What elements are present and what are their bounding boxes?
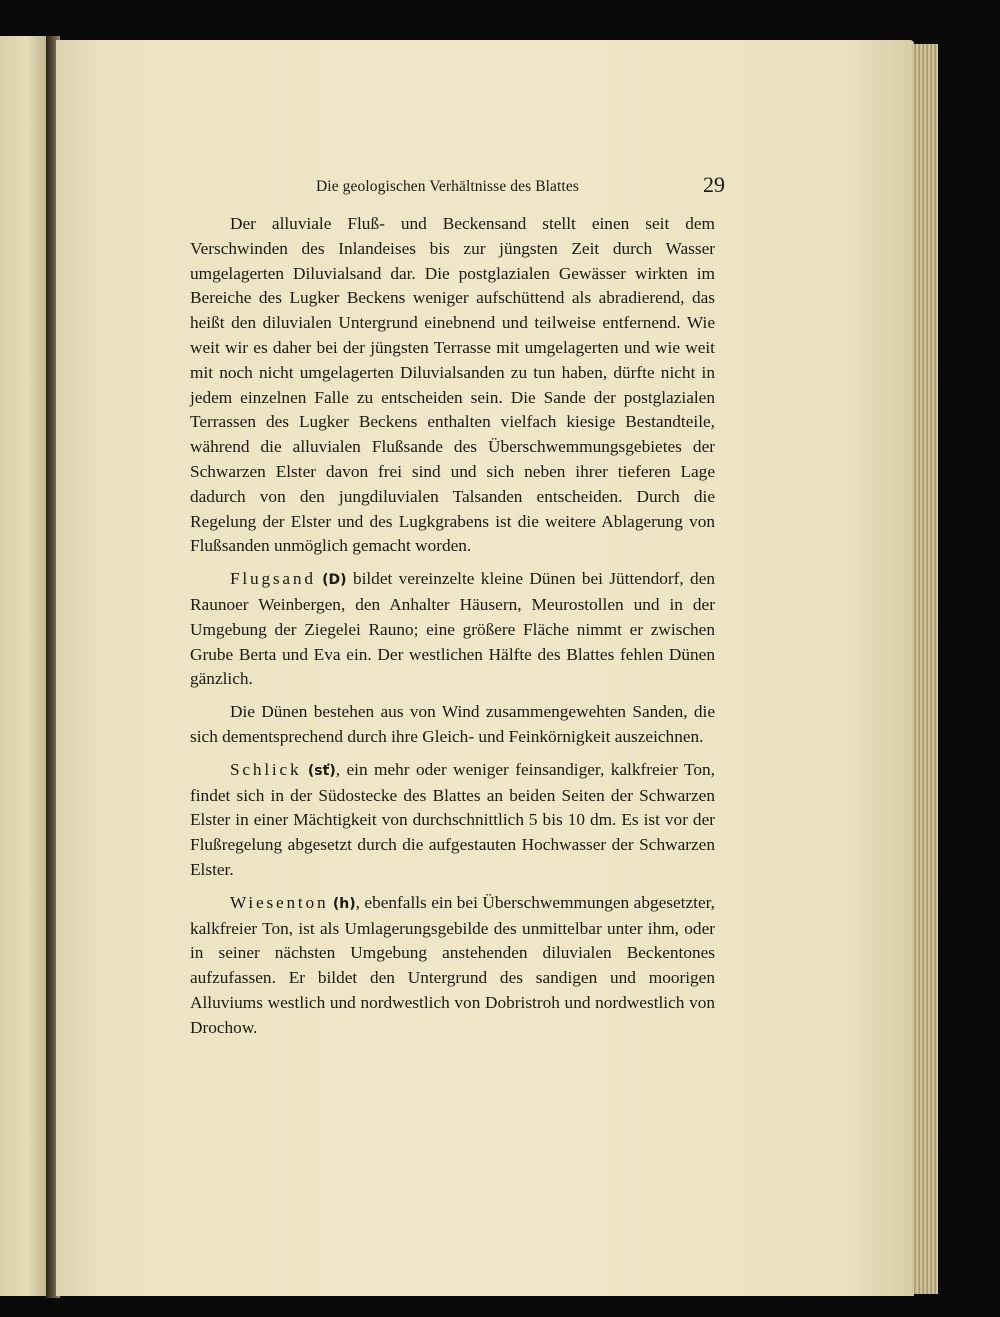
paragraph-wiesenton-body: , ebenfalls ein bei Überschwemmungen abgesetzter, kalkfreier Ton, ist als Umlagerungsgebilde des unmittelbar unter ihm, oder in seiner nächsten Umgebung anstehenden diluvialen Beckentones aufzufassen. Er bildet den Untergrund des sandigen und moorigen Alluviums westlich und nordwestlich von Dobristroh und nordwestlich von Drochow. [190, 892, 715, 1037]
map-symbol-flugsand: (D) [322, 572, 347, 589]
left-page-edge [0, 36, 50, 1296]
term-schlick: Schlick [230, 759, 302, 779]
paragraph-flugsand-body: bildet vereinzelte kleine Dünen bei Jüttendorf, den Raunoer Weinbergen, den Anhalter Häusern, Meurostollen und in der Umgebung der Ziegelei Rauno; eine größere Fläche nimmt er zwischen Grube Berta und Eva ein. Der westlichen Hälfte des Blattes fehlen Dünen gänzlich. [190, 569, 716, 689]
running-head [190, 172, 725, 202]
paragraph-schlick [190, 758, 715, 883]
paragraph-duenen: Die Dünen bestehen aus von Wind zusammengewehten Sanden, die sich dementsprechend durch ihre Gleich- und Feinkörnigkeit auszeichnen. [190, 702, 715, 746]
paragraph-flugsand [190, 567, 715, 692]
paragraph-wiesenton [190, 891, 715, 1041]
term-flugsand: Flugsand [230, 569, 316, 589]
term-wiesenton: Wiesenton [230, 892, 329, 912]
running-head-title: Die geologischen Verhältnisse des Blattes [316, 178, 579, 195]
map-symbol-schlick: (sť) [307, 762, 336, 779]
page-text-block [190, 172, 725, 1041]
page-number: 29 [703, 172, 725, 197]
paragraph-alluvial-sand: Der alluviale Fluß- und Beckensand stellt einen seit dem Verschwinden des Inlandeises bis zur jüngsten Zeit durch Wasser umgelagerten Diluvialsand dar. Die postglazialen Gewässer wirkten im Bereiche des Lugker Beckens weniger aufschüttend als abradierend, das heißt den diluvialen Untergrund einebnend und teilweise entfernend. Wie weit wir es daher bei der jüngsten Terrasse mit umgelagerten und wie weit mit noch nicht umgelagerten Diluvialsanden zu tun haben, dürfte nicht in jedem einzelnen Falle zu entscheiden sein. Die Sande der postglazialen Terrassen des Lugker Beckens enthalten vielfach kiesige Bestandteile, während die alluvialen Flußsande des Überschwemmungsgebietes der Schwarzen Elster davon frei sind und sich neben ihrer tieferen Lage dadurch von den jungdiluvialen Talsanden entscheiden. Durch die Regelung der Elster und des Lugkgrabens ist die weitere Ablagerung von Flußsanden unmöglich gemacht worden. [190, 214, 715, 556]
map-symbol-wiesenton: (h) [332, 895, 356, 912]
page-stack-edges [912, 44, 938, 1294]
paragraph-schlick-body: , ein mehr oder weniger feinsandiger, kalkfreier Ton, findet sich in der Südostecke des Blattes an beiden Seiten der Schwarzen Elster in einer Mächtigkeit von durchschnittlich 5 bis 10 dm. Es ist vor der Flußregelung abgesetzt durch die aufgestauten Hochwasser der Schwarzen Elster. [190, 759, 715, 879]
